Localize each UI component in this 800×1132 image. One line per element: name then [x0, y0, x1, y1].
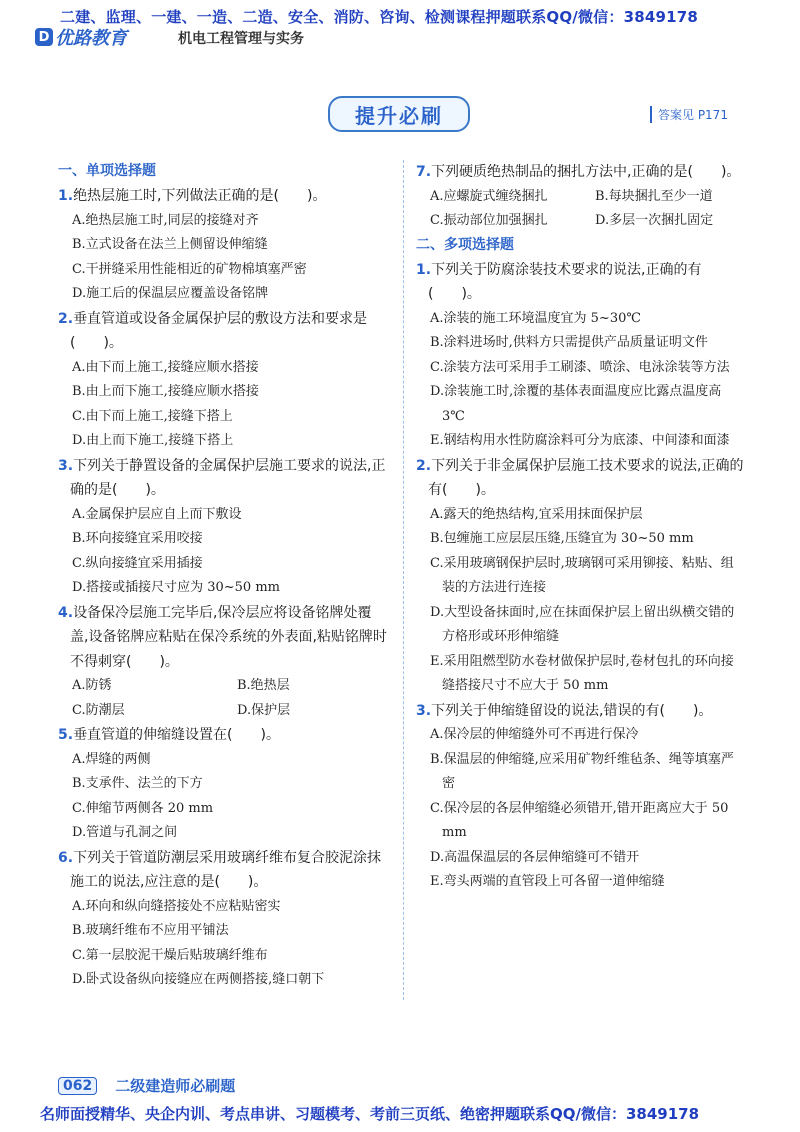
option: B.立式设备在法兰上侧留设伸缩缝 — [72, 237, 268, 252]
option: A.保冷层的伸缩缝外可不再进行保冷 — [430, 727, 639, 742]
promo-banner-top: 二建、监理、一建、一造、二造、安全、消防、咨询、检测课程押题联系QQ/微信：3849178 — [60, 8, 699, 26]
question-number: 5. — [58, 727, 74, 743]
question-stem — [416, 258, 746, 307]
section-title-single-choice: 一、单项选择题 — [58, 163, 156, 179]
question-text: 设备保冷层施工完毕后,保冷层应将设备铭牌处覆盖,设备铭牌应粘贴在保冷系统的外表面,粘贴铭牌时不得刺穿( )。 — [70, 604, 387, 670]
question-text: 下列关于防腐涂装技术要求的说法,正确的有( )。 — [428, 261, 702, 302]
option: A.金属保护层应自上而下敷设 — [72, 506, 242, 522]
right-column — [416, 160, 746, 895]
option: B.支承件、法兰的下方 — [72, 776, 203, 791]
section-title-badge — [328, 96, 470, 132]
question-number: 1. — [416, 261, 432, 278]
option: C.伸缩节两侧各 20 mm — [72, 800, 214, 816]
option: D.多层一次捆扎固定 — [595, 213, 714, 228]
question-s2 — [58, 307, 388, 454]
option: D.施工后的保温层应覆盖设备铭牌 — [72, 286, 269, 301]
option: B.涂料进场时,供料方只需提供产品质量证明文件 — [430, 335, 708, 350]
question-m1 — [416, 258, 746, 454]
book-title: 二级建造师必刷题 — [115, 1077, 236, 1095]
question-number: 2. — [58, 310, 74, 327]
option: C.涂装方法可采用手工刷漆、喷涂、电泳涂装等方法 — [430, 359, 730, 375]
option: A.涂装的施工环境温度宜为 5~30℃ — [430, 310, 641, 326]
question-s6 — [58, 846, 388, 993]
promo-banner-bottom: 名师面授精华、央企内训、考点串讲、习题模考、考前三页纸、绝密押题联系QQ/微信：3849178 — [40, 1105, 700, 1123]
question-stem — [58, 184, 388, 209]
question-text: 下列关于伸缩缝留设的说法,错误的有( )。 — [431, 702, 713, 719]
question-stem — [58, 723, 388, 748]
question-stem — [58, 454, 388, 503]
page-footer — [58, 1075, 235, 1096]
option: B.由上而下施工,接缝应顺水搭接 — [72, 384, 259, 399]
question-number: 1. — [58, 188, 74, 204]
question-number: 4. — [58, 604, 74, 621]
option: E.弯头两端的直管段上可各留一道伸缩缝 — [430, 874, 665, 889]
question-stem — [416, 699, 746, 724]
option: A.露天的绝热结构,宜采用抹面保护层 — [430, 506, 643, 522]
option: D.高温保温层的各层伸缩缝可不错开 — [430, 849, 640, 865]
question-number: 2. — [416, 457, 432, 474]
option: D.大型设备抹面时,应在抹面保护层上留出纵横交错的方格形或环形伸缩缝 — [430, 604, 735, 644]
option: D.由上而下施工,接缝下搭上 — [72, 433, 234, 448]
question-number: 6. — [58, 849, 74, 866]
option: D.涂装施工时,涂覆的基体表面温度应比露点温度高 3℃ — [430, 384, 722, 424]
question-number: 7. — [416, 164, 432, 180]
question-number: 3. — [416, 702, 432, 719]
question-s7 — [416, 160, 746, 234]
question-text: 绝热层施工时,下列做法正确的是( )。 — [73, 188, 327, 204]
question-text: 垂直管道的伸缩缝设置在( )。 — [73, 727, 280, 743]
question-text: 垂直管道或设备金属保护层的敷设方法和要求是( )。 — [70, 310, 368, 351]
logo-mark-icon: D — [35, 28, 53, 46]
option: C.干拼缝采用性能相近的矿物棉填塞严密 — [72, 261, 307, 277]
question-stem — [416, 160, 746, 185]
question-stem — [58, 846, 388, 895]
answer-reference: 答案见 P171 — [650, 106, 728, 123]
question-m2 — [416, 454, 746, 699]
question-m3 — [416, 699, 746, 895]
option: E.采用阻燃型防水卷材做保护层时,卷材包扎的环向接缝搭接尺寸不应大于 50 mm — [430, 653, 734, 693]
section-title-multiple-choice: 二、多项选择题 — [416, 236, 514, 253]
option: D.搭接或插接尺寸应为 30~50 mm — [72, 580, 280, 595]
option: A.应螺旋式缠绕捆扎 — [430, 188, 548, 204]
option: C.纵向接缝宜采用插接 — [72, 555, 203, 571]
question-number: 3. — [58, 457, 74, 474]
option: D.管道与孔洞之间 — [72, 825, 178, 840]
question-s3 — [58, 454, 388, 601]
question-text: 下列关于非金属保护层施工技术要求的说法,正确的有( )。 — [428, 457, 744, 498]
option: A.焊缝的两侧 — [72, 751, 151, 767]
option: A.环向和纵向缝搭接处不应粘贴密实 — [72, 898, 281, 914]
page-title: 提升必刷 — [355, 103, 443, 128]
option: C.防潮层 — [72, 702, 125, 718]
question-s5 — [58, 723, 388, 846]
option: C.第一层胶泥干燥后贴玻璃纤维布 — [72, 947, 268, 963]
option: C.振动部位加强捆扎 — [430, 213, 548, 228]
question-stem — [416, 454, 746, 503]
option: D.保护层 — [237, 702, 291, 718]
question-stem — [58, 601, 388, 675]
option: C.采用玻璃钢保护层时,玻璃钢可采用铆接、粘贴、组装的方法进行连接 — [430, 555, 734, 595]
question-text: 下列硬质绝热制品的捆扎方法中,正确的是( )。 — [431, 164, 741, 180]
question-stem — [58, 307, 388, 356]
option: B.每块捆扎至少一道 — [595, 188, 713, 204]
option: E.钢结构用水性防腐涂料可分为底漆、中间漆和面漆 — [430, 433, 730, 448]
option: B.环向接缝宜采用咬接 — [72, 531, 203, 546]
brand-logo — [35, 26, 127, 48]
header-subject: 机电工程管理与实务 — [178, 31, 304, 47]
option: B.包缠施工应层层压缝,压缝宜为 30~50 mm — [430, 531, 694, 546]
option: D.卧式设备纵向接缝应在两侧搭接,缝口朝下 — [72, 972, 325, 987]
left-column — [58, 160, 388, 993]
question-s4 — [58, 601, 388, 724]
option: B.保温层的伸缩缝,应采用矿物纤维毡条、绳等填塞严密 — [430, 751, 734, 791]
option: B.玻璃纤维布不应用平铺法 — [72, 923, 229, 938]
question-text: 下列关于管道防潮层采用玻璃纤维布复合胶泥涂抹施工的说法,应注意的是( )。 — [70, 849, 382, 890]
page-number: 062 — [58, 1077, 97, 1095]
logo-text: 优路教育 — [55, 28, 127, 49]
question-text: 下列关于静置设备的金属保护层施工要求的说法,正确的是( )。 — [70, 457, 386, 498]
option: C.保冷层的各层伸缩缝必须错开,错开距离应大于 50 mm — [430, 800, 729, 840]
option: A.绝热层施工时,同层的接缝对齐 — [72, 212, 259, 228]
question-s1 — [58, 184, 388, 307]
option-grid — [416, 185, 746, 234]
option-grid — [58, 674, 388, 723]
option: A.由下而上施工,接缝应顺水搭接 — [72, 359, 259, 375]
option: A.防锈 — [72, 678, 112, 693]
option: C.由下而上施工,接缝下搭上 — [72, 408, 233, 424]
option: B.绝热层 — [237, 678, 290, 693]
column-divider — [403, 160, 404, 1000]
